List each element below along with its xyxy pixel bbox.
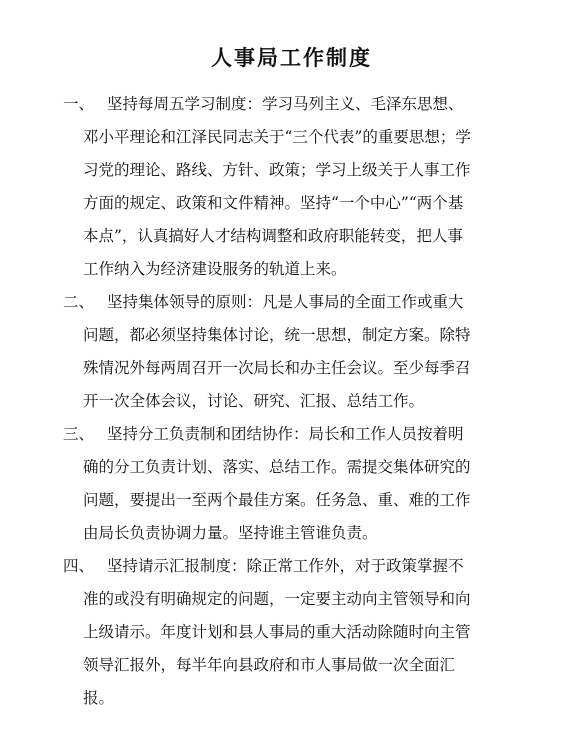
paragraph-line: 问题，都必须坚持集体讨论，统一思想，制定方案。除特: [83, 326, 471, 344]
paragraph-line: 工作纳入为经济建设服务的轨道上来。: [83, 260, 347, 278]
paragraph-line: 开一次全体会议，讨论、研究、汇报、总结工作。: [83, 392, 425, 410]
paragraph-line: 确的分工负责计划、落实、总结工作。需提交集体研究的: [83, 458, 471, 476]
paragraph-line: 坚持请示汇报制度：除正常工作外，对于政策掌握不: [107, 557, 464, 575]
paragraph-line: 殊情况外每两周召开一次局长和办主任会议。至少每季召: [83, 359, 471, 377]
paragraph-line: 本点”，认真搞好人才结构调整和政府职能转变，把人事: [83, 227, 463, 245]
paragraph-line: 上级请示。年度计划和县人事局的重大活动除随时向主管: [83, 623, 471, 641]
paragraph-line: 坚持分工负责制和团结协作：局长和工作人员按着明: [107, 425, 464, 443]
paragraph-line: 准的或没有明确规定的问题，一定要主动向主管领导和向: [83, 590, 471, 608]
paragraph-line: 领导汇报外，每半年向县政府和市人事局做一次全面汇: [83, 656, 456, 674]
section-number: 二、: [63, 293, 95, 311]
paragraph-line: 问题，要提出一至两个最佳方案。任务急、重、难的工作: [83, 491, 471, 509]
document-title: 人事局工作制度: [211, 46, 372, 70]
paragraph-line: 由局长负责协调力量。坚持谁主管谁负责。: [83, 524, 378, 542]
paragraph-line: 坚持每周五学习制度：学习马列主义、毛泽东思想、: [107, 95, 464, 113]
paragraph-line: 邓小平理论和江泽民同志关于“三个代表”的重要思想；学: [83, 128, 471, 146]
paragraph-line: 方面的规定、政策和文件精神。坚持“一个中心”“两个基: [83, 194, 464, 212]
section-number: 三、: [63, 425, 95, 443]
section-number: 一、: [63, 95, 95, 113]
paragraph-line: 习党的理论、路线、方针、政策；学习上级关于人事工作: [83, 161, 471, 179]
paragraph-line: 坚持集体领导的原则：凡是人事局的全面工作或重大: [107, 293, 464, 311]
section-number: 四、: [63, 557, 95, 575]
paragraph-line: 报。: [83, 689, 115, 707]
